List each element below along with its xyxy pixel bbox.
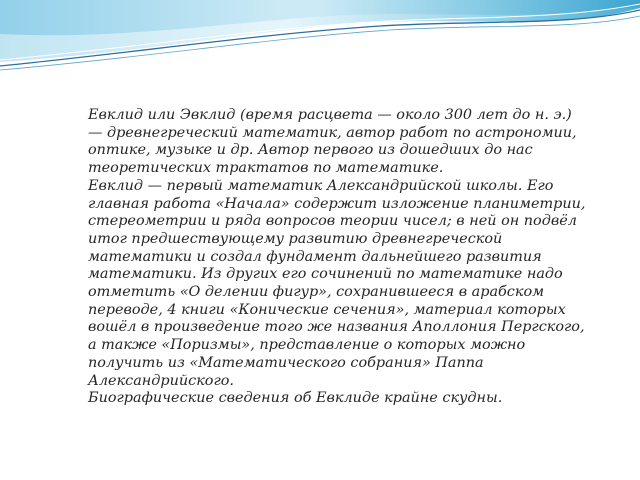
paragraph-works: Евклид — первый математик Александрийской школы. Его главная работа «Начала» содержит изложение планиметрии, стереометрии и ряда вопросов теории чисел; в ней он подвёл итог предшествующему развитию древнегреческой математики и создал фундамент дальнейшего развития математики. Из других его сочинений по математике надо отметить «О делении фигур», сохранившееся в арабском переводе, 4 книги «Конические сечения», материал которых вошёл в произведение того же названия Аполлония Пергского, а также «Поризмы», представление о которых можно получить из «Математического собрания» Паппа Александрийского.	[88, 177, 586, 389]
paragraph-biography: Биографические сведения об Евклиде крайне скудны.	[88, 390, 503, 407]
wave-header-decoration	[0, 0, 640, 80]
paragraph-intro: Евклид или Эвклид (время расцвета — около 300 лет до н. э.) — древнегреческий математик, автор работ по астрономии, оптике, музыке и др. Автор первого из дошедших до нас теоретических трактатов по математике.	[88, 107, 577, 177]
text-body	[88, 107, 588, 408]
